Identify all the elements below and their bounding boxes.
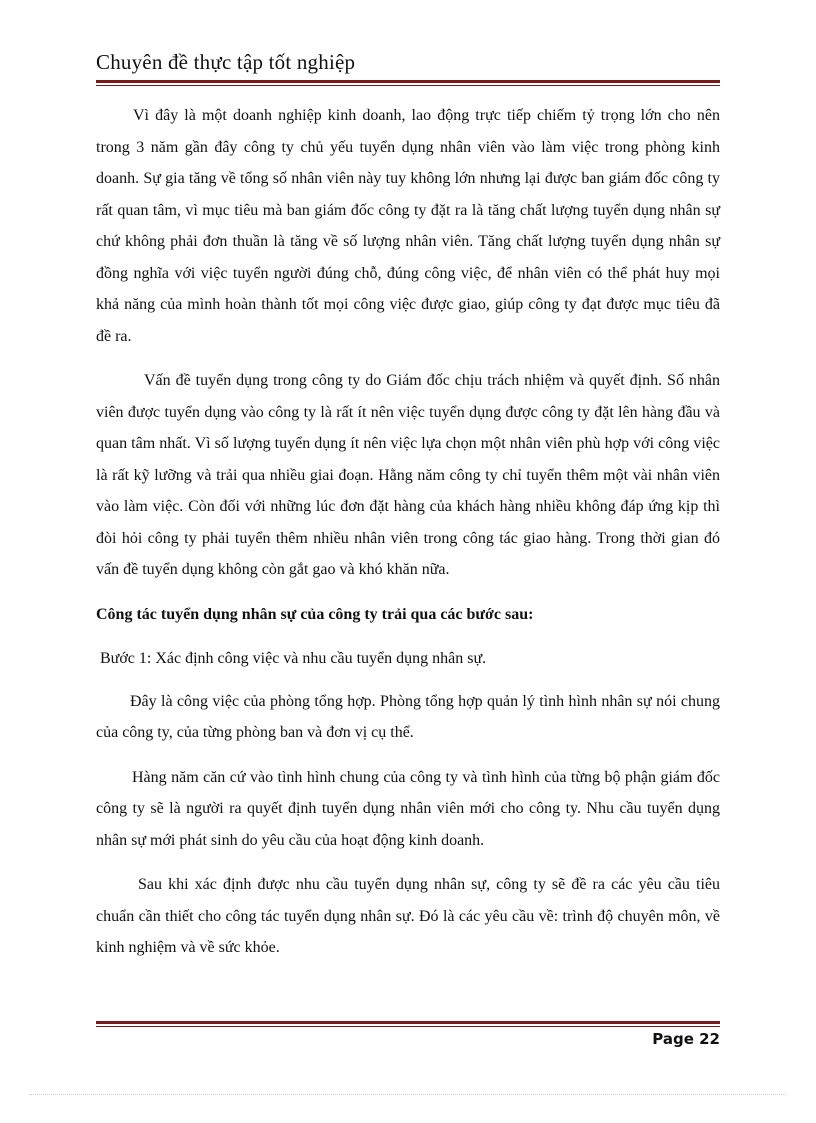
step-1-title: Bước 1: Xác định công việc và nhu cầu tuyển dụng nhân sự. [100,650,487,667]
header-divider [96,80,720,86]
paragraph-2: Vấn đề tuyển dụng trong công ty do Giám đốc chịu trách nhiệm và quyết định. Số nhân viên được tuyển dụng vào công ty là rất ít nên việc tuyển dụng được công ty đặt lên hàng đầu và quan tâm nhất. Vì số lượng tuyển dụng ít nên việc lựa chọn một nhân viên phù hợp với công việc là rất kỹ lưỡng và trải qua nhiều giai đoạn. Hằng năm công ty chỉ tuyển thêm một vài nhân viên vào làm việc. Còn đối với những lúc đơn đặt hàng của khách hàng nhiều không đáp ứng kịp thì đòi hỏi công ty phải tuyển thêm nhiều nhân viên trong công tác giao hàng. Trong thời gian đó vấn đề tuyển dụng không còn gắt gao và khó khăn nữa. [96,372,720,578]
page-number: Page 22 [652,1030,720,1048]
paragraph-5: Sau khi xác định được nhu cầu tuyển dụng nhân sự, công ty sẽ đề ra các yêu cầu tiêu chuẩn cần thiết cho công tác tuyển dụng nhân sự. Đó là các yêu cầu về: trình độ chuyên môn, về kinh nghiệm và về sức khỏe. [96,876,720,956]
section-heading: Công tác tuyển dụng nhân sự của công ty trải qua các bước sau: [96,605,534,623]
page-header-title: Chuyên đề thực tập tốt nghiệp [96,50,356,74]
paragraph-3: Đây là công việc của phòng tổng hợp. Phòng tổng hợp quản lý tình hình nhân sự nói chung của công ty, của từng phòng ban và đơn vị cụ thể. [96,692,720,741]
page-bottom-dotted-line [30,1094,786,1095]
document-body [96,100,720,977]
paragraph-4: Hàng năm căn cứ vào tình hình chung của công ty và tình hình của từng bộ phận giám đốc công ty sẽ là người ra quyết định tuyển dụng nhân viên mới cho công ty. Nhu cầu tuyển dụng nhân sự mới phát sinh do yêu cầu của hoạt động kinh doanh. [96,768,720,849]
footer-divider [96,1021,720,1027]
paragraph-1: Vì đây là một doanh nghiệp kinh doanh, lao động trực tiếp chiếm tỷ trọng lớn cho nên trong 3 năm gần đây công ty chủ yếu tuyển dụng nhân viên vào làm việc trong phòng kinh doanh. Sự gia tăng về tổng số nhân viên này tuy không lớn nhưng lại được ban giám đốc công ty rất quan tâm, vì mục tiêu mà ban giám đốc công ty đặt ra là tăng chất lượng tuyển dụng nhân sự chứ không phải đơn thuần là tăng về số lượng nhân viên. Tăng chất lượng tuyển dụng nhân sự đồng nghĩa với việc tuyển người đúng chỗ, đúng công việc, để nhân viên có thể phát huy mọi khả năng của mình hoàn thành tốt mọi công việc được giao, giúp công ty đạt được mục tiêu đã đề ra. [96,107,720,345]
